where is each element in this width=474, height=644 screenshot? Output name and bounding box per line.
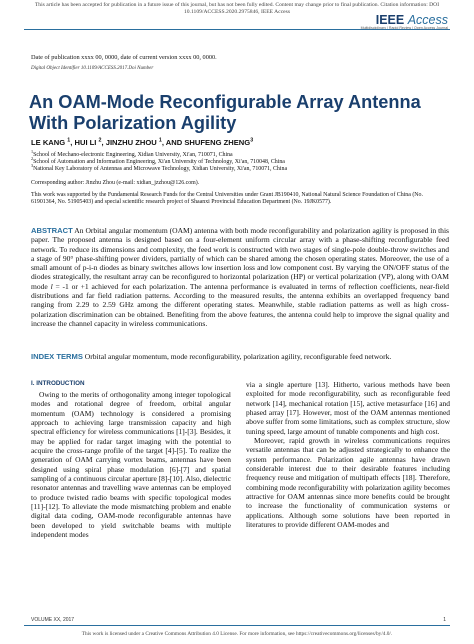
publication-dates: Date of publication xxxx 00, 0000, date of current version xxxx 00, 0000. xyxy=(31,54,217,61)
affiliation-2: $^2$School of Automation and Information Engineering, Xi'an University of Technology, Xi'an, 710048, China xyxy=(31,156,285,165)
intro-column-left xyxy=(31,390,231,540)
intro-paragraph-3: Moreover, rapid growth in wireless communications requires versatile antennas that can be adjusted strategically to enhance the system performance. Polarization agile antennas have drawn considerable interest due to their desirable features including frequency reuse and mitigation of multipath effects [18]. Therefore, combining mode reconfigurability with polarization agility becomes attractive for OAM antennas since more benefits could be brought to increase the functionality of communication systems or applications. Although some solutions have been reported in literatures to provide different OAM-modes and xyxy=(246,436,450,530)
license-notice: This work is licensed under a Creative Commons Attribution 4.0 License. For more information, see https://creativecommons.org/licenses/by/4.0/. xyxy=(81,631,393,637)
intro-column-right xyxy=(246,380,450,530)
abstract: ABSTRACT An Orbital angular momentum (OAM) antenna with both mode reconfigurability and polarization agility is proposed in this paper. The proposed antenna is designed based on a four-element uniform circular array with a phase-shifting reconfigurable feed network. To reduce its dimensions and complexity, the feed work is constructed with two stages of single-pole double-throw switches and a stage of 90° phase-shifting power dividers, partially of which can be shared among the chosen operating states. Moreover, the use of a small amount of p-i-n diodes as binary switches allows low insertion loss and low component cost. By varying the ON/OFF status of the diodes strategically, the resultant array can be reconfigured to horizontal polarization (HP) or vertical polarization (VP), along with OAM mode l = -1 or +1 achieved for each polarization. The antenna performance is evaluated in terms of reflection coefficients, near-field distributions and far field radiation patterns. According to the measured results, the antenna exhibits an overlapped frequency band ranging from 2.29 to 2.59 GHz among the different operating states. Meanwhile, stable radiation patterns as well as high cross-polarization discrimination can be obtained. Benefiting from the above features, the antenna could help to improve the signal quality and increase the channel capacity in wireless communications. xyxy=(31,226,449,328)
corresponding-author: Corresponding author: Jinzhu Zhou (e-mail: xidian_jzzhou@126.com). xyxy=(31,180,200,186)
author-list: LE KANG $^1$, HUI LI $^2$, JINZHU ZHOU $^1$, AND SHUFENG ZHENG$^3$ xyxy=(31,137,254,147)
abstract-label: ABSTRACT xyxy=(31,226,73,235)
logo-tagline: Multidisciplinary | Rapid Review | Open Access Journal xyxy=(360,26,448,30)
logo-access: Access xyxy=(407,13,448,27)
affiliation-3: $^3$National Key Laboratory of Antennas and Microwave Technology, Xidian University, Xi'an, 710071, China xyxy=(31,163,288,172)
notice-line-1: This article has been accepted for publication in a future issue of this journal, but has not been fully edited. Content may change prior to final publication. Citation information: DOI xyxy=(34,2,440,8)
footer-volume: VOLUME XX, 2017 xyxy=(31,617,75,623)
funding-statement: This work was supported by the Fundamental Research Funds for the Central Universities under Grant JB190410, National Natural Science Foundation of China (No. 61901364, No. 51905403) and special scientific research project of Shaanxi Provincial Education Department (No. 19JK0577). xyxy=(31,192,423,205)
footer-rule xyxy=(24,625,450,626)
section-heading-introduction: I. INTRODUCTION xyxy=(31,380,85,387)
header-rule xyxy=(24,29,450,30)
intro-paragraph-1: Owing to the merits of orthogonality among integer topological modes and rotational degree of freedom, orbital angular momentum (OAM) technology is considered a promising approach to achieving large transmission capacity and high spectral efficiency for wireless communications [1]-[3]. Besides, it may be applied for radar target imaging with the potential to acquire the cross-range profile of the target [4]-[5]. To realize the generation of OAM carrying vortex beams, antennas have been designed using spiral phase modulation [6]-[7] and spatial sampling of a continuous circular aperture [8]-[10]. Also, dielectric resonator antennas and travelling wave antennas can be employed to produce twisted radio beams with specific topological modes [11]-[12]. To alleviate the mode mismatching problem and enable digital data coding, OAM-mode reconfigurable antennas have been developed to yield switchable beams with multiple independent modes xyxy=(31,390,231,540)
logo-ieee: IEEE xyxy=(375,13,405,27)
affiliation-1: $^1$School of Mechano-electronic Engineering, Xidian University, Xi'an, 710071, China xyxy=(31,149,233,158)
footer-page-number: 1 xyxy=(443,617,446,623)
paper-title: An OAM-Mode Reconfigurable Array Antenna With Polarization Agility xyxy=(29,92,421,133)
doi-line: Digital Object Identifier 10.1109/ACCESS.2017.Doi Number xyxy=(31,66,154,71)
intro-paragraph-2: via a single aperture [13]. Hitherto, various methods have been exploited for mode reconfigurability, such as reconfigurable feed network [14], mechanical rotation [15], active metasurface [16] and phased array [17]. However, most of the OAM antennas mentioned above suffer from some limitations, such as complex structure, slow tuning speed, large amount of tunable components and high cost. xyxy=(246,380,450,436)
ieee-access-logo xyxy=(361,14,448,30)
index-terms: INDEX TERMS Orbital angular momentum, mode reconfigurability, polarization agility, reconfigurable feed network. xyxy=(31,352,392,361)
index-terms-label: INDEX TERMS xyxy=(31,352,83,361)
notice-line-2: 10.1109/ACCESS.2020.2975846, IEEE Access xyxy=(183,9,291,15)
